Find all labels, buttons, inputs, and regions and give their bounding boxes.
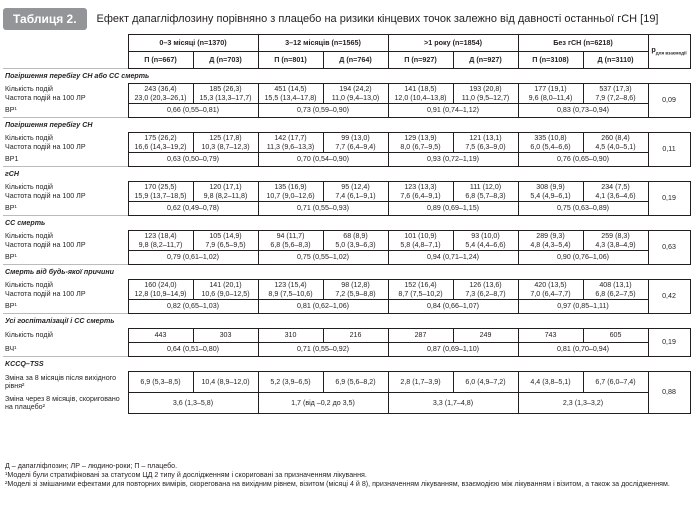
kccq-change-row bbox=[3, 372, 690, 393]
events-row bbox=[3, 329, 690, 343]
row-label: Кількість подій Частота подій на 100 ЛР bbox=[5, 232, 86, 249]
events-cell: 68 (8,9) 5,0 (3,9–6,3) bbox=[323, 231, 388, 251]
header-row-groups bbox=[3, 35, 690, 52]
kccq-adjusted-cell: 1,7 (від –0,2 до 3,5) bbox=[258, 393, 388, 414]
row-label: Кількість подій Частота подій на 100 ЛР bbox=[5, 85, 86, 102]
kccq-adjusted-row bbox=[3, 393, 690, 414]
events-cell: 234 (7,5) 4,1 (3,6–4,6) bbox=[583, 182, 648, 202]
ratio-row bbox=[3, 251, 690, 265]
events-row bbox=[3, 280, 690, 300]
events-cell: 141 (20,1) 10,6 (9,0–12,5) bbox=[193, 280, 258, 300]
events-cell: 216 bbox=[323, 329, 388, 343]
events-cell: 194 (24,2) 11,0 (9,4–13,0) bbox=[323, 84, 388, 104]
events-cell: 135 (16,9) 10,7 (9,0–12,6) bbox=[258, 182, 323, 202]
ratio-cell: 0,82 (0,65–1,03) bbox=[128, 300, 258, 314]
section-title: Погіршення перебігу СН bbox=[3, 118, 690, 133]
ratio-cell: 0,70 (0,54–0,90) bbox=[258, 153, 388, 167]
table-title-bar bbox=[3, 4, 690, 34]
ratio-cell: 0,94 (0,71–1,24) bbox=[388, 251, 518, 265]
kccq-cell: 10,4 (8,9–12,0) bbox=[193, 372, 258, 393]
events-cell: 152 (16,4) 8,7 (7,5–10,2) bbox=[388, 280, 453, 300]
ratio-label: ВР1 bbox=[5, 155, 19, 164]
section-title-row bbox=[3, 357, 690, 372]
events-cell: 289 (9,3) 4,8 (4,3–5,4) bbox=[518, 231, 583, 251]
kccq-cell: 6,9 (5,3–8,5) bbox=[128, 372, 193, 393]
ratio-cell: 0,91 (0,74–1,12) bbox=[388, 104, 518, 118]
events-cell: 126 (13,6) 7,3 (6,2–8,7) bbox=[453, 280, 518, 300]
kccq-cell: 6,9 (5,6–8,2) bbox=[323, 372, 388, 393]
events-cell: 287 bbox=[388, 329, 453, 343]
section-title: Усі госпіталізації і СС смерть bbox=[3, 314, 690, 329]
events-cell: 93 (10,0) 5,4 (4,4–6,6) bbox=[453, 231, 518, 251]
footnotes bbox=[5, 462, 690, 489]
events-cell: 105 (14,9) 7,9 (6,5–9,5) bbox=[193, 231, 258, 251]
events-cell: 185 (26,3) 15,3 (13,3–17,7) bbox=[193, 84, 258, 104]
kccq-cell: 4,4 (3,8–5,1) bbox=[518, 372, 583, 393]
p-value: 0,88 bbox=[648, 372, 690, 414]
footnote-abbreviations: Д – дапагліфлозин; ЛР – людино-роки; П – плацебо. bbox=[5, 462, 178, 470]
events-cell: 310 bbox=[258, 329, 323, 343]
events-cell: 443 bbox=[128, 329, 193, 343]
ratio-cell: 0,81 (0,70–0,94) bbox=[518, 343, 648, 357]
row-label: Кількість подій bbox=[5, 331, 53, 340]
section-title: KCCQ–TSS bbox=[3, 357, 690, 372]
events-cell: 537 (17,3) 7,9 (7,2–8,6) bbox=[583, 84, 648, 104]
ratio-cell: 0,90 (0,76–1,06) bbox=[518, 251, 648, 265]
header-row-subgroups bbox=[3, 52, 690, 69]
ratio-cell: 0,89 (0,69–1,15) bbox=[388, 202, 518, 216]
ratio-cell: 0,73 (0,59–0,90) bbox=[258, 104, 388, 118]
events-cell: 142 (17,7) 11,3 (9,6–13,3) bbox=[258, 133, 323, 153]
kccq-cell: 2,8 (1,7–3,9) bbox=[388, 372, 453, 393]
ratio-cell: 0,71 (0,55–0,93) bbox=[258, 202, 388, 216]
ratio-label: ВР¹ bbox=[5, 253, 17, 262]
row-label: Кількість подій Частота подій на 100 ЛР bbox=[5, 281, 86, 298]
ratio-cell: 0,63 (0,50–0,79) bbox=[128, 153, 258, 167]
events-cell: 125 (17,8) 10,3 (8,7–12,3) bbox=[193, 133, 258, 153]
p-header-label: p bbox=[651, 44, 656, 54]
ratio-cell: 0,87 (0,69–1,10) bbox=[388, 343, 518, 357]
ratio-row bbox=[3, 343, 690, 357]
section-title-row bbox=[3, 265, 690, 280]
ratio-cell: 0,79 (0,61–1,02) bbox=[128, 251, 258, 265]
ratio-label: ВР¹ bbox=[5, 204, 17, 213]
subgroup-header: П (n=801) bbox=[258, 52, 323, 69]
results-table bbox=[3, 34, 691, 414]
events-row bbox=[3, 84, 690, 104]
kccq-cell: 6,7 (6,0–7,4) bbox=[583, 372, 648, 393]
ratio-cell: 0,71 (0,55–0,92) bbox=[258, 343, 388, 357]
events-row bbox=[3, 231, 690, 251]
events-cell: 451 (14,5) 15,5 (13,4–17,8) bbox=[258, 84, 323, 104]
ratio-label: ВР¹ bbox=[5, 106, 17, 115]
p-value: 0,63 bbox=[648, 231, 690, 265]
events-cell: 123 (18,4) 9,8 (8,2–11,7) bbox=[128, 231, 193, 251]
section-title: гСН bbox=[3, 167, 690, 182]
row-label: Зміна через 8 місяців, скориговано на плацебо² bbox=[5, 394, 120, 411]
header-empty-cell bbox=[3, 35, 128, 52]
events-cell: 335 (10,8) 6,0 (5,4–6,6) bbox=[518, 133, 583, 153]
events-cell: 249 bbox=[453, 329, 518, 343]
subgroup-header: Д (n=764) bbox=[323, 52, 388, 69]
section-title-row bbox=[3, 216, 690, 231]
ratio-cell: 0,97 (0,85–1,11) bbox=[518, 300, 648, 314]
ratio-cell: 0,75 (0,55–1,02) bbox=[258, 251, 388, 265]
ratio-row bbox=[3, 104, 690, 118]
ratio-cell: 0,76 (0,65–0,90) bbox=[518, 153, 648, 167]
events-cell: 129 (13,9) 8,0 (6,7–9,5) bbox=[388, 133, 453, 153]
row-label: Кількість подій Частота подій на 100 ЛР bbox=[5, 183, 86, 200]
footnote-1: ¹Моделі були стратифіковані за статусом ЦД 2 типу й дослідженням і скориговані за призначенням лікування. bbox=[5, 471, 367, 479]
events-cell: 99 (13,0) 7,7 (6,4–9,4) bbox=[323, 133, 388, 153]
events-cell: 193 (20,8) 11,0 (9,5–12,7) bbox=[453, 84, 518, 104]
ratio-cell: 0,93 (0,72–1,19) bbox=[388, 153, 518, 167]
events-cell: 120 (17,1) 9,8 (8,2–11,8) bbox=[193, 182, 258, 202]
section-title: Погіршення перебігу СН або СС смерть bbox=[3, 69, 690, 84]
events-cell: 101 (10,9) 5,8 (4,8–7,1) bbox=[388, 231, 453, 251]
section-title: Смерть від будь-якої причини bbox=[3, 265, 690, 280]
p-header bbox=[648, 35, 690, 69]
ratio-label: ВР¹ bbox=[5, 302, 17, 311]
kccq-cell: 6,0 (4,9–7,2) bbox=[453, 372, 518, 393]
p-value: 0,11 bbox=[648, 133, 690, 167]
ratio-row bbox=[3, 153, 690, 167]
events-cell: 123 (15,4) 8,9 (7,5–10,6) bbox=[258, 280, 323, 300]
events-cell: 605 bbox=[583, 329, 648, 343]
section-title-row bbox=[3, 118, 690, 133]
events-cell: 177 (19,1) 9,6 (8,0–11,4) bbox=[518, 84, 583, 104]
p-value: 0,19 bbox=[648, 329, 690, 357]
p-value: 0,19 bbox=[648, 182, 690, 216]
events-cell: 94 (11,7) 6,8 (5,6–8,3) bbox=[258, 231, 323, 251]
p-header-subscript: для взаємодії bbox=[655, 50, 687, 56]
p-value: 0,42 bbox=[648, 280, 690, 314]
group-header: 3–12 місяців (n=1565) bbox=[258, 35, 388, 52]
ratio-row bbox=[3, 202, 690, 216]
ratio-cell: 0,64 (0,51–0,80) bbox=[128, 343, 258, 357]
events-cell: 111 (12,0) 6,8 (5,7–8,3) bbox=[453, 182, 518, 202]
footnote-2: ²Моделі зі змішаними ефектами для повторних вимірів, скорегована на вихідним рівнем, візитом (місяці 4 й 8), призначенням лікуванням, взаємодією між лікуванням і візитом, а також за дослідженням. bbox=[5, 480, 670, 488]
ratio-cell: 0,62 (0,49–0,78) bbox=[128, 202, 258, 216]
events-cell: 408 (13,1) 6,8 (6,2–7,5) bbox=[583, 280, 648, 300]
kccq-adjusted-cell: 3,6 (1,3–5,8) bbox=[128, 393, 258, 414]
events-cell: 420 (13,5) 7,0 (6,4–7,7) bbox=[518, 280, 583, 300]
table-badge: Таблиця 2. bbox=[3, 8, 87, 30]
events-cell: 303 bbox=[193, 329, 258, 343]
ratio-cell: 0,81 (0,62–1,06) bbox=[258, 300, 388, 314]
ratio-label: ВЧ¹ bbox=[5, 345, 17, 354]
section-title: СС смерть bbox=[3, 216, 690, 231]
section-title-row bbox=[3, 167, 690, 182]
events-cell: 743 bbox=[518, 329, 583, 343]
kccq-cell: 5,2 (3,9–6,5) bbox=[258, 372, 323, 393]
kccq-adjusted-cell: 3,3 (1,7–4,8) bbox=[388, 393, 518, 414]
ratio-cell: 0,75 (0,63–0,89) bbox=[518, 202, 648, 216]
group-header: 0–3 місяці (n=1370) bbox=[128, 35, 258, 52]
subgroup-header: П (n=667) bbox=[128, 52, 193, 69]
ratio-cell: 0,66 (0,55–0,81) bbox=[128, 104, 258, 118]
events-cell: 175 (26,2) 16,6 (14,3–19,2) bbox=[128, 133, 193, 153]
events-cell: 121 (13,1) 7,5 (6,3–9,0) bbox=[453, 133, 518, 153]
events-cell: 95 (12,4) 7,4 (6,1–9,1) bbox=[323, 182, 388, 202]
events-cell: 98 (12,8) 7,2 (5,9–8,8) bbox=[323, 280, 388, 300]
events-cell: 259 (8,3) 4,3 (3,8–4,9) bbox=[583, 231, 648, 251]
row-label: Зміна за 8 місяців після вихідного рівня² bbox=[5, 373, 117, 390]
subgroup-header: Д (n=703) bbox=[193, 52, 258, 69]
table-title: Ефект дапагліфлозину порівняно з плацебо на ризики кінцевих точок залежно від давності останньої гСН [19] bbox=[96, 13, 659, 25]
kccq-adjusted-cell: 2,3 (1,3–3,2) bbox=[518, 393, 648, 414]
row-label: Кількість подій Частота подій на 100 ЛР bbox=[5, 134, 86, 151]
events-cell: 141 (18,5) 12,0 (10,4–13,8) bbox=[388, 84, 453, 104]
p-value: 0,09 bbox=[648, 84, 690, 118]
events-cell: 160 (24,0) 12,8 (10,9–14,9) bbox=[128, 280, 193, 300]
ratio-cell: 0,83 (0,73–0,94) bbox=[518, 104, 648, 118]
ratio-row bbox=[3, 300, 690, 314]
header-empty-cell bbox=[3, 52, 128, 69]
events-cell: 260 (8,4) 4,5 (4,0–5,1) bbox=[583, 133, 648, 153]
subgroup-header: Д (n=3110) bbox=[583, 52, 648, 69]
events-cell: 308 (9,9) 5,4 (4,9–6,1) bbox=[518, 182, 583, 202]
events-cell: 243 (36,4) 23,0 (20,3–26,1) bbox=[128, 84, 193, 104]
ratio-cell: 0,84 (0,66–1,07) bbox=[388, 300, 518, 314]
section-title-row bbox=[3, 314, 690, 329]
subgroup-header: П (n=927) bbox=[388, 52, 453, 69]
events-cell: 170 (25,5) 15,9 (13,7–18,5) bbox=[128, 182, 193, 202]
subgroup-header: Д (n=927) bbox=[453, 52, 518, 69]
subgroup-header: П (n=3108) bbox=[518, 52, 583, 69]
events-row bbox=[3, 182, 690, 202]
group-header: Без гСН (n=6218) bbox=[518, 35, 648, 52]
events-cell: 123 (13,3) 7,6 (6,4–9,1) bbox=[388, 182, 453, 202]
events-row bbox=[3, 133, 690, 153]
group-header: >1 року (n=1854) bbox=[388, 35, 518, 52]
section-title-row bbox=[3, 69, 690, 84]
